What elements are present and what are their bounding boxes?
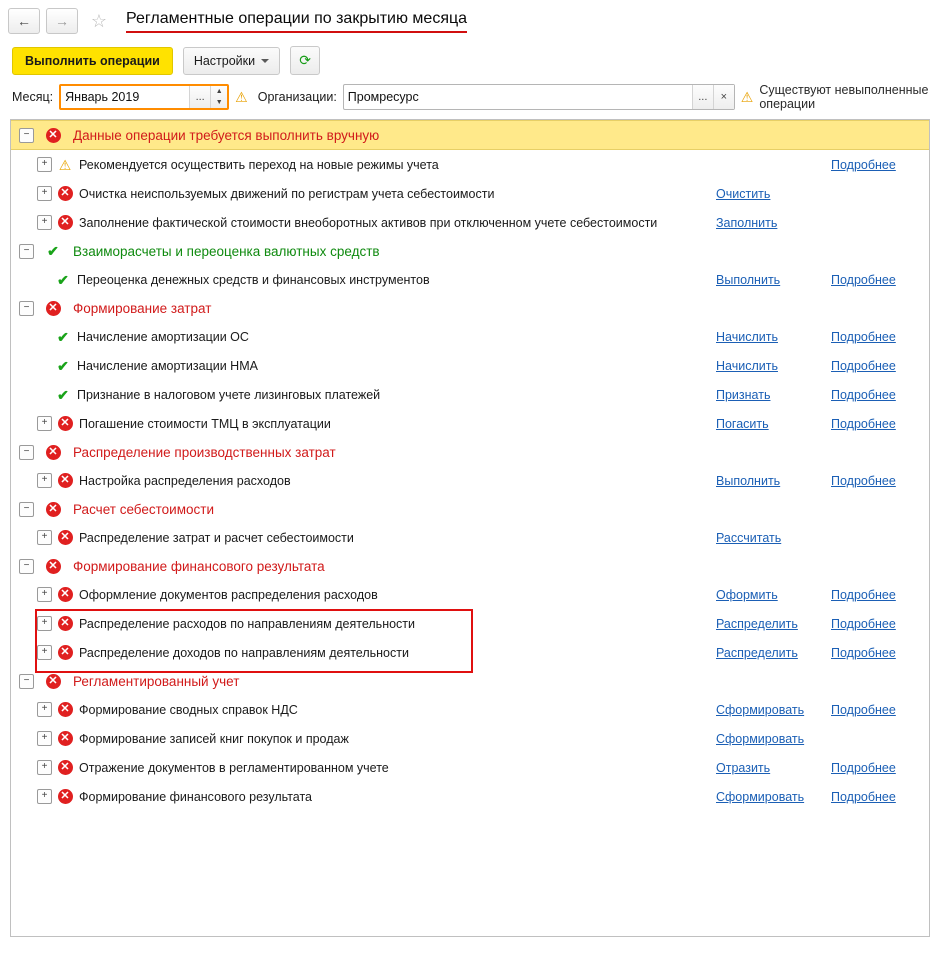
status-error-icon: ✕ (57, 702, 73, 718)
operation-details-link[interactable]: Подробнее (831, 789, 896, 804)
operation-label: Оформление документов распределения расходов (79, 587, 378, 602)
status-warning-icon: ⚠ (740, 89, 754, 105)
ellipsis-icon: ... (698, 91, 708, 103)
operation-primary-action-link[interactable]: Оформить (716, 587, 778, 602)
chevron-down-icon: ▼ (215, 99, 223, 106)
operation-group-title: Формирование затрат (73, 300, 212, 316)
operation-group-header[interactable] (11, 120, 929, 150)
operation-label: Распределение расходов по направлениям деятельности (79, 616, 416, 631)
row-expander[interactable]: + (37, 530, 52, 545)
month-field[interactable] (59, 84, 229, 110)
operation-label: Формирование сводных справок НДС (79, 702, 298, 717)
status-error-icon: ✕ (45, 501, 61, 517)
row-expander[interactable]: + (37, 702, 52, 717)
operation-label: Начисление амортизации НМА (77, 358, 258, 373)
operation-details-link[interactable]: Подробнее (831, 329, 896, 344)
status-ok-icon: ✔ (57, 328, 69, 345)
row-expander[interactable]: + (37, 186, 52, 201)
operation-label: Переоценка денежных средств и финансовых инструментов (77, 272, 430, 287)
status-error-icon: ✕ (57, 473, 73, 489)
operation-row[interactable] (11, 695, 929, 724)
operation-details-link[interactable]: Подробнее (831, 645, 896, 660)
operation-row[interactable] (11, 782, 929, 811)
operation-row[interactable] (11, 322, 929, 351)
filter-bar (0, 83, 940, 119)
operation-row[interactable] (11, 466, 929, 495)
operation-row[interactable] (11, 150, 929, 179)
status-ok-icon: ✔ (57, 386, 69, 403)
operation-label: Формирование финансового результата (79, 789, 313, 804)
operation-row[interactable] (11, 208, 929, 237)
operation-group-title: Взаиморасчеты и переоценка валютных средств (73, 243, 380, 259)
operation-label: Очистка неиспользуемых движений по регистрам учета себестоимости (79, 186, 495, 201)
row-expander (37, 359, 50, 372)
month-input[interactable] (61, 86, 189, 108)
row-expander (37, 330, 50, 343)
row-expander[interactable]: + (37, 760, 52, 775)
chevron-down-icon (261, 59, 269, 63)
operation-row[interactable] (11, 380, 929, 409)
operation-row[interactable] (11, 638, 929, 667)
month-stepper[interactable] (210, 86, 227, 108)
row-expander[interactable]: + (37, 473, 52, 488)
operation-label: Начисление амортизации ОС (77, 329, 249, 344)
operation-label: Распределение затрат и расчет себестоимости (79, 530, 354, 545)
status-ok-icon: ✔ (57, 271, 69, 288)
row-expander[interactable]: + (37, 416, 52, 431)
operation-group-header[interactable] (11, 294, 929, 322)
settings-button-label: Настройки (193, 53, 256, 68)
row-expander[interactable]: + (37, 587, 52, 602)
operation-primary-action-link[interactable]: Начислить (716, 329, 778, 344)
operation-row[interactable] (11, 609, 929, 638)
operation-label: Рекомендуется осуществить переход на новые режимы учета (79, 157, 439, 172)
operation-details-link[interactable]: Подробнее (831, 760, 896, 775)
status-error-icon: ✕ (57, 215, 73, 231)
operation-details-link[interactable]: Подробнее (831, 272, 896, 287)
operation-primary-action-link[interactable]: Сформировать (716, 702, 805, 717)
operation-group-title: Данные операции требуется выполнить вручную (73, 127, 380, 143)
status-error-icon: ✕ (57, 789, 73, 805)
operation-details-link[interactable]: Подробнее (831, 473, 896, 488)
operation-group-header[interactable] (11, 552, 929, 580)
group-expander[interactable]: − (19, 502, 34, 517)
add-to-favorites-button[interactable] (86, 9, 112, 33)
operation-label: Отражение документов в регламентированном учете (79, 760, 389, 775)
organization-clear-button[interactable] (713, 85, 734, 109)
operation-primary-action-link[interactable]: Сформировать (716, 731, 805, 746)
row-expander (37, 388, 50, 401)
row-expander[interactable]: + (37, 789, 52, 804)
status-error-icon: ✕ (57, 587, 73, 603)
status-error-icon: ✕ (45, 300, 61, 316)
operation-group-title: Регламентированный учет (73, 673, 240, 689)
operation-details-link[interactable]: Подробнее (831, 387, 896, 402)
operation-row[interactable] (11, 265, 929, 294)
refresh-icon: ⟳ (299, 52, 311, 68)
organization-input[interactable] (344, 85, 692, 109)
operation-primary-action-link[interactable]: Рассчитать (716, 530, 782, 545)
back-button[interactable] (8, 8, 40, 34)
status-error-icon: ✕ (57, 731, 73, 747)
operation-details-link[interactable]: Подробнее (831, 616, 896, 631)
operation-group-title: Расчет себестоимости (73, 501, 214, 517)
row-expander[interactable]: + (37, 215, 52, 230)
status-error-icon: ✕ (45, 558, 61, 574)
forward-button[interactable] (46, 8, 78, 34)
operation-row[interactable] (11, 179, 929, 208)
row-expander (37, 273, 50, 286)
close-icon: × (720, 91, 728, 103)
operation-primary-action-link[interactable]: Заполнить (716, 215, 778, 230)
operation-label: Погашение стоимости ТМЦ в эксплуатации (79, 416, 331, 431)
operation-group-title: Распределение производственных затрат (73, 444, 336, 460)
month-label: Месяц: (12, 90, 54, 104)
chevron-up-icon: ▲ (215, 88, 223, 95)
month-select-button[interactable] (189, 86, 210, 108)
star-icon: ☆ (90, 10, 108, 31)
command-bar (0, 42, 940, 83)
operation-label: Распределение доходов по направлениям деятельности (79, 645, 409, 660)
organization-select-button[interactable] (692, 85, 713, 109)
operation-label: Настройка распределения расходов (79, 473, 291, 488)
operation-primary-action-link[interactable]: Распределить (716, 645, 798, 660)
operation-primary-action-link[interactable]: Выполнить (716, 473, 781, 488)
operation-primary-action-link[interactable]: Выполнить (716, 272, 781, 287)
operation-row[interactable] (11, 580, 929, 609)
page-title: Регламентные операции по закрытию месяца (126, 9, 467, 33)
group-expander[interactable]: − (19, 674, 34, 689)
group-expander[interactable]: − (19, 445, 34, 460)
ellipsis-icon: ... (195, 91, 205, 103)
group-expander[interactable]: − (19, 559, 34, 574)
operation-details-link[interactable]: Подробнее (831, 416, 896, 431)
group-expander[interactable]: − (19, 301, 34, 316)
arrow-left-icon: ← (17, 13, 31, 29)
refresh-button[interactable] (290, 46, 320, 75)
operation-group-header[interactable] (11, 438, 929, 466)
operation-row[interactable] (11, 753, 929, 782)
operation-details-link[interactable]: Подробнее (831, 587, 896, 602)
operation-group-title: Формирование финансового результата (73, 558, 325, 574)
operation-details-link[interactable]: Подробнее (831, 702, 896, 717)
status-error-icon: ✕ (57, 645, 73, 661)
operation-primary-action-link[interactable]: Очистить (716, 186, 771, 201)
group-expander[interactable]: − (19, 244, 34, 259)
status-error-icon: ✕ (57, 416, 73, 432)
organization-field[interactable] (343, 84, 735, 110)
status-error-icon: ✕ (57, 530, 73, 546)
operation-row[interactable] (11, 724, 929, 753)
operation-primary-action-link[interactable]: Отразить (716, 760, 771, 775)
status-error-icon: ✕ (57, 760, 73, 776)
row-expander[interactable]: + (37, 157, 52, 172)
operation-primary-action-link[interactable]: Погасить (716, 416, 769, 431)
operation-details-link[interactable]: Подробнее (831, 157, 896, 172)
status-error-icon: ✕ (45, 444, 61, 460)
settings-button[interactable] (183, 47, 280, 75)
status-ok-icon: ✔ (47, 243, 59, 259)
operation-group-header[interactable] (11, 495, 929, 523)
arrow-right-icon: → (55, 13, 69, 29)
status-ok-icon: ✔ (57, 357, 69, 374)
row-expander[interactable]: + (37, 616, 52, 631)
operation-group-header[interactable] (11, 237, 929, 265)
operation-group-header[interactable] (11, 667, 929, 695)
operation-label: Заполнение фактической стоимости внеоборотных активов при отключенном учете себестоимости (79, 215, 658, 230)
operation-details-link[interactable]: Подробнее (831, 358, 896, 373)
operation-label: Признание в налоговом учете лизинговых платежей (77, 387, 381, 402)
operation-row[interactable] (11, 351, 929, 380)
operation-label: Формирование записей книг покупок и продаж (79, 731, 349, 746)
operation-row[interactable] (11, 409, 929, 438)
run-operations-button[interactable]: Выполнить операции (12, 47, 173, 75)
status-error-icon: ✕ (57, 186, 73, 202)
month-warning-icon: ⚠ (235, 89, 248, 105)
operation-primary-action-link[interactable]: Распределить (716, 616, 798, 631)
status-error-icon: ✕ (57, 616, 73, 632)
organization-label: Организации: (257, 90, 337, 104)
operation-row[interactable] (11, 523, 929, 552)
operation-primary-action-link[interactable]: Начислить (716, 358, 778, 373)
group-expander[interactable]: − (19, 128, 34, 143)
status-warning-icon: ⚠ (58, 156, 72, 173)
operation-primary-action-link[interactable]: Признать (716, 387, 771, 402)
row-expander[interactable]: + (37, 645, 52, 660)
status-error-icon: ✕ (45, 673, 61, 689)
operation-primary-action-link[interactable]: Сформировать (716, 789, 805, 804)
operations-list (11, 120, 929, 811)
operations-panel (10, 119, 930, 937)
status-error-icon: ✕ (45, 127, 61, 143)
status-warning-text: Существуют невыполненные операции (759, 83, 929, 111)
window-toolbar (0, 0, 940, 42)
row-expander[interactable]: + (37, 731, 52, 746)
